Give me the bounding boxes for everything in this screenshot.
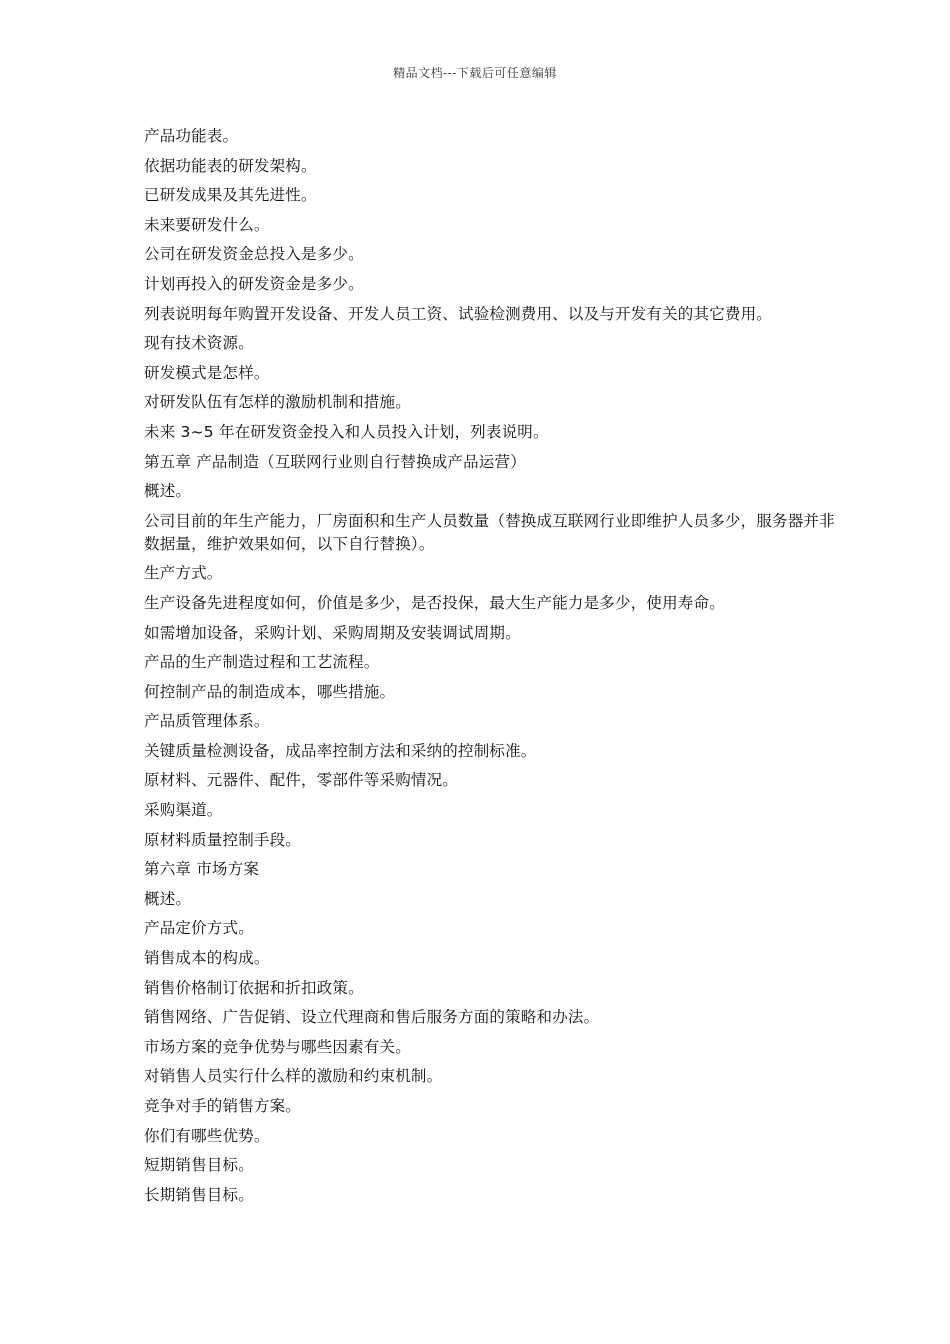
- text-line: 短期销售目标。: [144, 1156, 254, 1175]
- text-line: 未来要研发什么。: [144, 215, 270, 234]
- text-line: 销售价格制订依据和折扣政策。: [144, 978, 364, 997]
- text-line: 列表说明每年购置开发设备、开发人员工资、试验检测费用、以及与开发有关的其它费用。: [144, 304, 773, 323]
- text-line: 销售网络、广告促销、设立代理商和售后服务方面的策略和办法。: [144, 1008, 600, 1027]
- chapter-heading: 第六章 市场方案: [144, 860, 260, 879]
- text-line: 你们有哪些优势。: [144, 1126, 270, 1145]
- text-line: 销售成本的构成。: [144, 949, 270, 968]
- text-line: 计划再投入的研发资金是多少。: [144, 274, 364, 293]
- text-line: 何控制产品的制造成本，哪些措施。: [144, 682, 396, 701]
- document-body: [144, 122, 844, 1210]
- text-line: 依据功能表的研发架构。: [144, 156, 317, 175]
- text-line: 长期销售目标。: [144, 1185, 254, 1204]
- text-line: 生产设备先进程度如何，价值是多少，是否投保，最大生产能力是多少，使用寿命。: [144, 593, 725, 612]
- chapter-heading: 第五章 产品制造（互联网行业则自行替换成产品运营）: [144, 452, 526, 471]
- text-line: 产品的生产制造过程和工艺流程。: [144, 653, 380, 672]
- text-line: 研发模式是怎样。: [144, 363, 270, 382]
- text-line: 原材料、元器件、配件，零部件等采购情况。: [144, 771, 459, 790]
- text-line: 对销售人员实行什么样的激励和约束机制。: [144, 1067, 443, 1086]
- text-line: 生产方式。: [144, 564, 223, 583]
- text-line: 公司在研发资金总投入是多少。: [144, 245, 364, 264]
- text-line: 产品定价方式。: [144, 919, 254, 938]
- text-line: 产品质管理体系。: [144, 712, 270, 731]
- text-line: 采购渠道。: [144, 801, 223, 820]
- text-line: 公司目前的年生产能力，厂房面积和生产人员数量（替换成互联网行业即维护人员多少，服务器并非数据量，维护效果如何，以下自行替换）。: [144, 511, 835, 553]
- text-line: 竞争对手的销售方案。: [144, 1097, 302, 1115]
- text-line: 现有技术资源。: [144, 334, 254, 353]
- text-line: 已研发成果及其先进性。: [144, 186, 317, 205]
- text-line: 关键质量检测设备，成品率控制方法和采纳的控制标准。: [144, 741, 537, 760]
- page-header: 精品文档---下载后可任意编辑: [393, 66, 557, 80]
- text-line: 如需增加设备，采购计划、采购周期及安装调试周期。: [144, 623, 521, 642]
- text-line: 未来 3~5 年在研发资金投入和人员投入计划，列表说明。: [144, 422, 549, 441]
- text-line: 对研发队伍有怎样的激励机制和措施。: [144, 393, 411, 412]
- text-line: 产品功能表。: [144, 127, 239, 145]
- text-line: 原材料质量控制手段。: [144, 830, 302, 849]
- text-line: 概述。: [144, 482, 192, 501]
- text-line: 概述。: [144, 889, 192, 908]
- text-line: 市场方案的竞争优势与哪些因素有关。: [144, 1037, 411, 1056]
